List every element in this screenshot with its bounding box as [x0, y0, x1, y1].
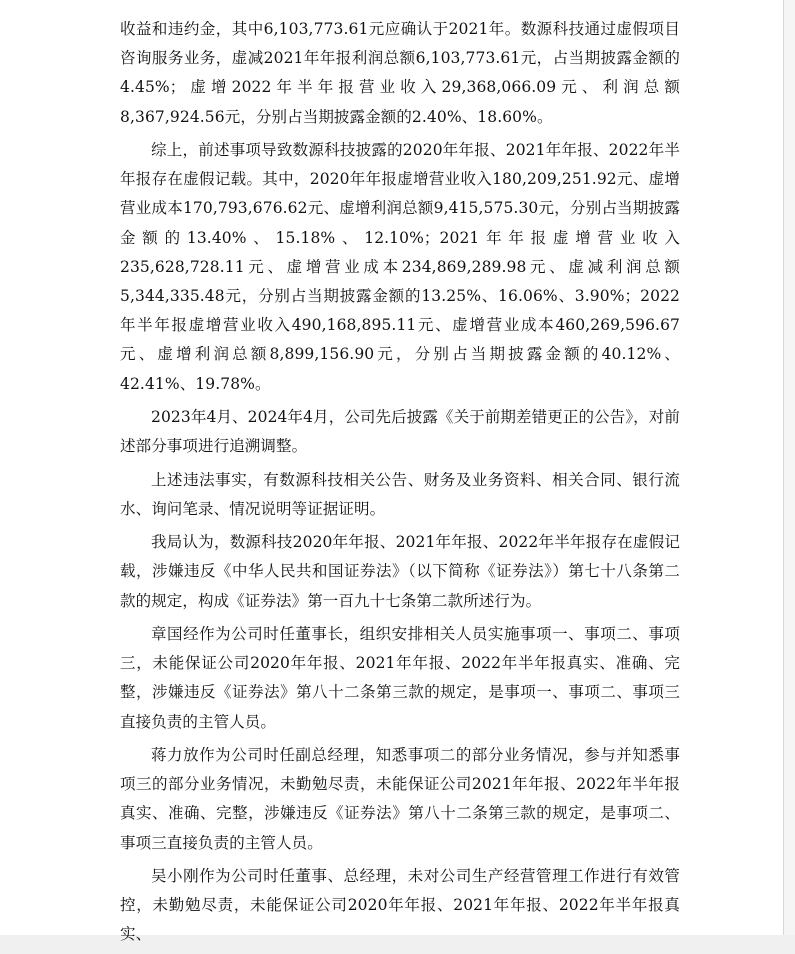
paragraph: 2023年4月、2024年4月，公司先后披露《关于前期差错更正的公告》，对前述部分事项进行追溯调整。: [120, 408, 680, 456]
paragraph: 收益和违约金，其中6,103,773.61元应确认于2021年。数源科技通过虚假项目咨询服务业务，虚减2021年年报利润总额6,103,773.61元，占当期披露金额的4.45%；虚增2022年半年报营业收入29,368,066.09元、利润总额8,367,924.56元，分别占当期披露金额的2.40%、18.60%。: [120, 20, 680, 126]
paragraph: 上述违法事实，有数源科技相关公告、财务及业务资料、相关合同、银行流水、询问笔录、情况说明等证据证明。: [120, 470, 680, 518]
paragraph: 吴小刚作为公司时任董事、总经理，未对公司生产经营管理工作进行有效管控，未勤勉尽责，未能保证公司2020年年报、2021年年报、2022年半年报真实、: [120, 867, 680, 944]
document-body: [120, 15, 680, 954]
paragraph: 我局认为，数源科技2020年年报、2021年年报、2022年半年报存在虚假记载，涉嫌违反《中华人民共和国证券法》（以下简称《证券法》）第七十八条第二款的规定，构成《证券法》第一百九十七条第二款所述行为。: [120, 533, 680, 610]
paragraph: 蒋力放作为公司时任副总经理，知悉事项二的部分业务情况，参与并知悉事项三的部分业务情况，未勤勉尽责，未能保证公司2021年年报、2022年半年报真实、准确、完整，涉嫌违反《证券法》第八十二条第三款的规定，是事项二、事项三直接负责的主管人员。: [120, 746, 680, 852]
paragraph: 综上，前述事项导致数源科技披露的2020年年报、2021年年报、2022年半年报存在虚假记载。其中，2020年年报虚增营业收入180,209,251.92元、虚增营业成本170,793,676.62元、虚增利润总额9,415,575.30元，分别占当期披露金额的13.40%、15.18%、12.10%；2021年年报虚增营业收入235,628,728.11元、虚增营业成本234,869,289.98元、虚减利润总额5,344,335.48元，分别占当期披露金额的13.25%、16.06%、3.90%；2022年半年报虚增营业收入490,168,895.11元、虚增营业成本460,269,596.67元、虚增利润总额8,899,156.90元，分别占当期披露金额的40.12%、42.41%、19.78%。: [120, 141, 680, 393]
paragraph: 章国经作为公司时任董事长，组织安排相关人员实施事项一、事项二、事项三，未能保证公司2020年年报、2021年年报、2022年半年报真实、准确、完整，涉嫌违反《证券法》第八十二条第三款的规定，是事项一、事项二、事项三直接负责的主管人员。: [120, 625, 680, 731]
scrollbar-track[interactable]: [784, 0, 795, 935]
